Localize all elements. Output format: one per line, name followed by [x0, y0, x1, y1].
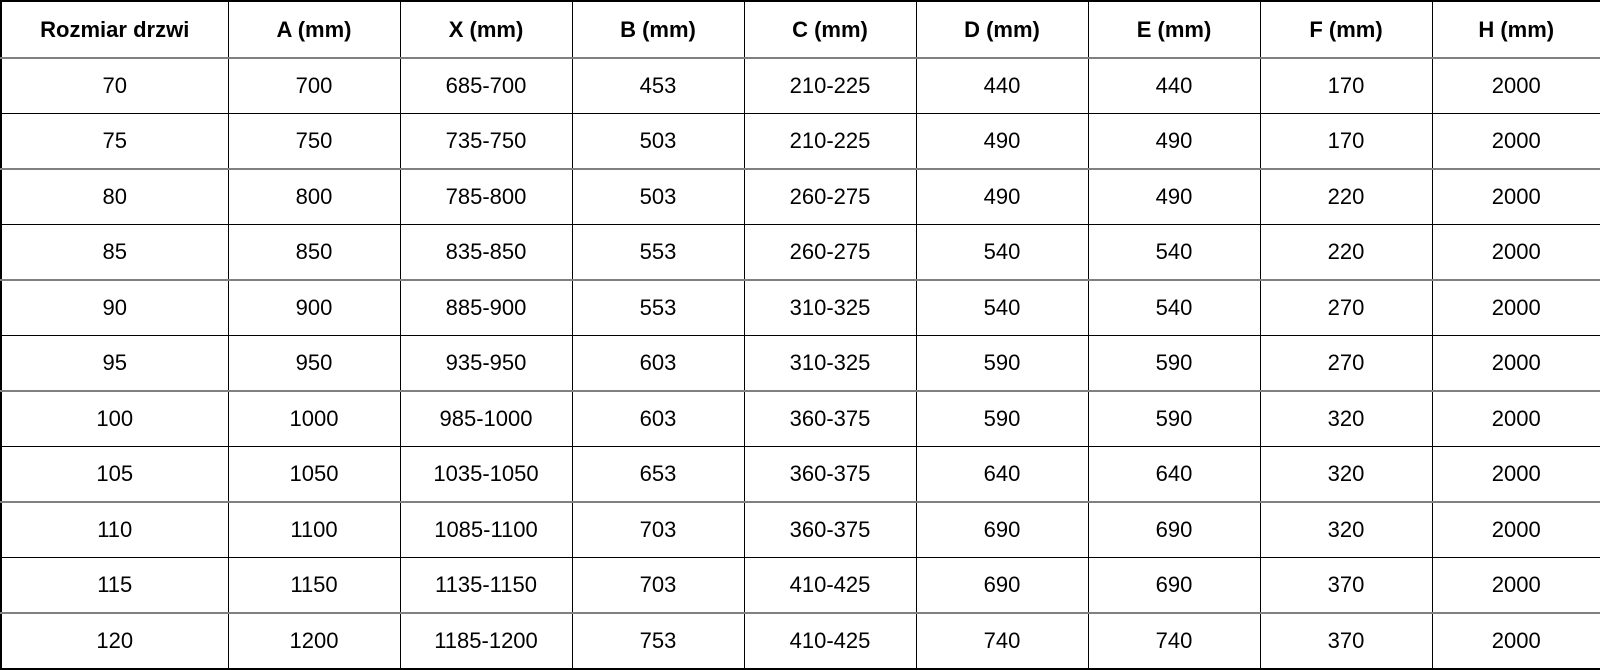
table-cell: 95 — [1, 336, 228, 392]
table-cell: 1135-1150 — [400, 558, 572, 614]
table-cell: 1035-1050 — [400, 447, 572, 503]
table-cell: 110 — [1, 502, 228, 558]
table-cell: 590 — [1088, 391, 1260, 447]
table-cell: 320 — [1260, 502, 1432, 558]
table-cell: 2000 — [1432, 391, 1600, 447]
table-cell: 640 — [1088, 447, 1260, 503]
table-cell: 703 — [572, 558, 744, 614]
table-cell: 1000 — [228, 391, 400, 447]
table-cell: 440 — [916, 58, 1088, 114]
table-cell: 170 — [1260, 114, 1432, 170]
table-cell: 90 — [1, 280, 228, 336]
column-header-h-mm: H (mm) — [1432, 1, 1600, 58]
table-cell: 590 — [916, 336, 1088, 392]
column-header-e-mm: E (mm) — [1088, 1, 1260, 58]
table-cell: 210-225 — [744, 58, 916, 114]
table-cell: 850 — [228, 225, 400, 281]
table-cell: 2000 — [1432, 336, 1600, 392]
table-cell: 260-275 — [744, 169, 916, 225]
table-row-size-120 — [1, 613, 1600, 669]
table-cell: 685-700 — [400, 58, 572, 114]
table-cell: 210-225 — [744, 114, 916, 170]
table-cell: 540 — [916, 225, 1088, 281]
table-row-size-110 — [1, 502, 1600, 558]
table-cell: 270 — [1260, 336, 1432, 392]
table-cell: 540 — [1088, 280, 1260, 336]
table-cell: 270 — [1260, 280, 1432, 336]
table-cell: 440 — [1088, 58, 1260, 114]
column-header-x-mm: X (mm) — [400, 1, 572, 58]
table-cell: 800 — [228, 169, 400, 225]
table-cell: 985-1000 — [400, 391, 572, 447]
table-cell: 690 — [1088, 502, 1260, 558]
table-cell: 370 — [1260, 558, 1432, 614]
table-cell: 603 — [572, 336, 744, 392]
table-cell: 503 — [572, 114, 744, 170]
table-cell: 935-950 — [400, 336, 572, 392]
table-cell: 640 — [916, 447, 1088, 503]
table-cell: 105 — [1, 447, 228, 503]
table-cell: 503 — [572, 169, 744, 225]
table-cell: 490 — [916, 114, 1088, 170]
table-cell: 220 — [1260, 169, 1432, 225]
table-cell: 490 — [1088, 114, 1260, 170]
table-cell: 1200 — [228, 613, 400, 669]
table-cell: 750 — [228, 114, 400, 170]
table-cell: 360-375 — [744, 391, 916, 447]
table-cell: 360-375 — [744, 502, 916, 558]
column-header-a-mm: A (mm) — [228, 1, 400, 58]
table-cell: 2000 — [1432, 225, 1600, 281]
table-cell: 553 — [572, 225, 744, 281]
table-cell: 900 — [228, 280, 400, 336]
table-cell: 2000 — [1432, 280, 1600, 336]
table-cell: 690 — [916, 502, 1088, 558]
table-cell: 490 — [1088, 169, 1260, 225]
table-cell: 2000 — [1432, 502, 1600, 558]
table-row-size-95 — [1, 336, 1600, 392]
table-row-size-85 — [1, 225, 1600, 281]
table-cell: 170 — [1260, 58, 1432, 114]
table-cell: 2000 — [1432, 114, 1600, 170]
table-row-size-75 — [1, 114, 1600, 170]
table-cell: 85 — [1, 225, 228, 281]
table-cell: 703 — [572, 502, 744, 558]
table-cell: 1085-1100 — [400, 502, 572, 558]
table-cell: 785-800 — [400, 169, 572, 225]
table-header-row — [1, 1, 1600, 58]
table-cell: 80 — [1, 169, 228, 225]
table-cell: 2000 — [1432, 558, 1600, 614]
column-header-c-mm: C (mm) — [744, 1, 916, 58]
table-cell: 950 — [228, 336, 400, 392]
table-cell: 2000 — [1432, 58, 1600, 114]
table-cell: 735-750 — [400, 114, 572, 170]
table-cell: 310-325 — [744, 280, 916, 336]
table-cell: 540 — [1088, 225, 1260, 281]
table-cell: 590 — [916, 391, 1088, 447]
table-cell: 410-425 — [744, 613, 916, 669]
table-cell: 740 — [1088, 613, 1260, 669]
table-row-size-100 — [1, 391, 1600, 447]
table-cell: 260-275 — [744, 225, 916, 281]
table-cell: 320 — [1260, 447, 1432, 503]
table-cell: 370 — [1260, 613, 1432, 669]
column-header-b-mm: B (mm) — [572, 1, 744, 58]
table-cell: 690 — [1088, 558, 1260, 614]
table-row-size-115 — [1, 558, 1600, 614]
table-cell: 310-325 — [744, 336, 916, 392]
table-cell: 2000 — [1432, 447, 1600, 503]
table-cell: 553 — [572, 280, 744, 336]
table-cell: 2000 — [1432, 169, 1600, 225]
table-cell: 885-900 — [400, 280, 572, 336]
table-cell: 540 — [916, 280, 1088, 336]
table-cell: 360-375 — [744, 447, 916, 503]
column-header-rozmiar-drzwi: Rozmiar drzwi — [1, 1, 228, 58]
table-cell: 835-850 — [400, 225, 572, 281]
table-cell: 75 — [1, 114, 228, 170]
table-cell: 115 — [1, 558, 228, 614]
table-row-size-70 — [1, 58, 1600, 114]
table-cell: 1100 — [228, 502, 400, 558]
table-cell: 753 — [572, 613, 744, 669]
table-cell: 700 — [228, 58, 400, 114]
table-cell: 1050 — [228, 447, 400, 503]
table-cell: 220 — [1260, 225, 1432, 281]
table-cell: 690 — [916, 558, 1088, 614]
table-cell: 100 — [1, 391, 228, 447]
table-row-size-105 — [1, 447, 1600, 503]
column-header-f-mm: F (mm) — [1260, 1, 1432, 58]
table-cell: 603 — [572, 391, 744, 447]
table-row-size-80 — [1, 169, 1600, 225]
table-row-size-90 — [1, 280, 1600, 336]
table-cell: 590 — [1088, 336, 1260, 392]
table-cell: 410-425 — [744, 558, 916, 614]
table-cell: 320 — [1260, 391, 1432, 447]
table-cell: 1150 — [228, 558, 400, 614]
table-cell: 70 — [1, 58, 228, 114]
table-cell: 453 — [572, 58, 744, 114]
table-cell: 2000 — [1432, 613, 1600, 669]
table-cell: 740 — [916, 613, 1088, 669]
table-cell: 490 — [916, 169, 1088, 225]
table-cell: 120 — [1, 613, 228, 669]
table-cell: 653 — [572, 447, 744, 503]
column-header-d-mm: D (mm) — [916, 1, 1088, 58]
table-cell: 1185-1200 — [400, 613, 572, 669]
